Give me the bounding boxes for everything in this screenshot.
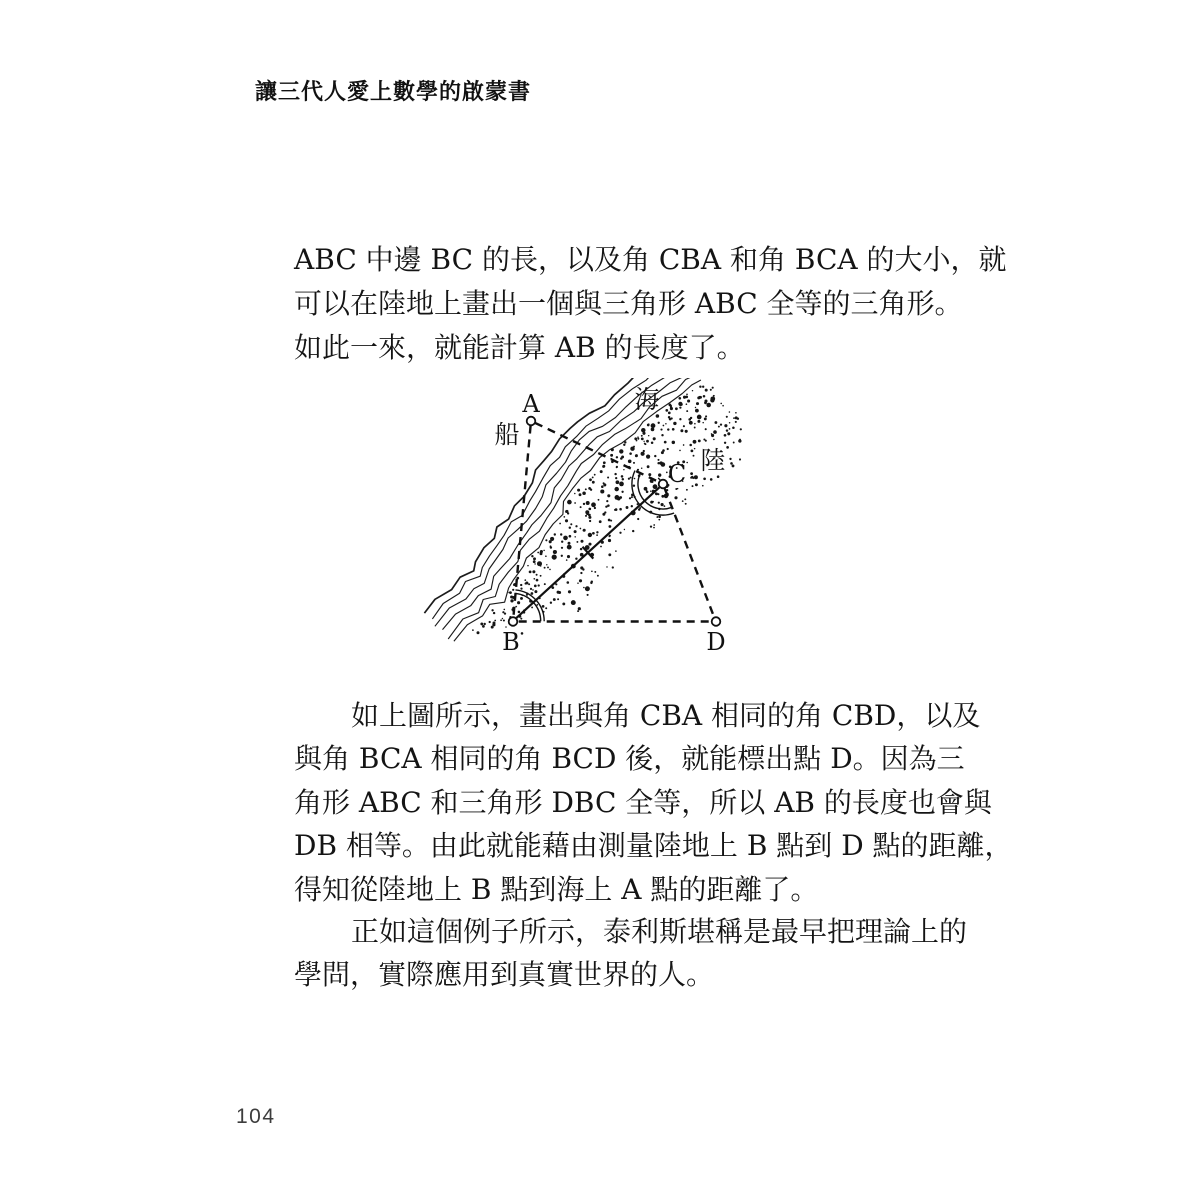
body-line: 得知從陸地上 B 點到海上 A 點的距離了。 [294, 872, 819, 906]
label-point-a: A [522, 390, 540, 418]
body-line: DB 相等。由此就能藉由測量陸地上 B 點到 D 點的距離， [294, 829, 1013, 863]
label-ship: 船 [494, 420, 520, 449]
label-point-b: B [502, 628, 520, 656]
point-marker-c [659, 480, 668, 489]
body-line: 正如這個例子所示，泰利斯堪稱是最早把理論上的 [351, 915, 968, 948]
line-cd-dashed [665, 489, 714, 618]
label-point-d: D [706, 628, 726, 656]
point-marker-d [712, 617, 721, 626]
line-ac-dashed [535, 423, 658, 482]
body-line: 可以在陸地上畫出一個與三角形 ABC 全等的三角形。 [294, 287, 963, 320]
body-line: 與角 BCA 相同的角 BCD 後，就能標出點 D。因為三 [294, 742, 965, 776]
running-head-book-title: 讓三代人愛上數學的啟蒙書 [255, 79, 532, 105]
paragraph-2 [294, 694, 1013, 911]
paragraph-3 [294, 910, 968, 997]
body-line: 如此一來，就能計算 AB 的長度了。 [294, 331, 745, 364]
line-ab-dashed [514, 426, 531, 617]
point-marker-b [509, 617, 518, 626]
paragraph-1 [294, 238, 1007, 370]
body-line: 如上圖所示，畫出與角 CBA 相同的角 CBD，以及 [351, 699, 981, 732]
label-point-c: C [667, 460, 687, 488]
body-line: 角形 ABC 和三角形 DBC 全等，所以 AB 的長度也會與 [294, 785, 992, 819]
page-number: 104 [236, 1105, 276, 1128]
body-line: 學問，實際應用到真實世界的人。 [294, 958, 715, 992]
body-line: ABC 中邊 BC 的長，以及角 CBA 和角 BCA 的大小，就 [294, 243, 1007, 276]
label-land: 陸 [700, 446, 726, 475]
triangulation-diagram [395, 378, 745, 670]
label-sea: 海 [634, 385, 660, 414]
